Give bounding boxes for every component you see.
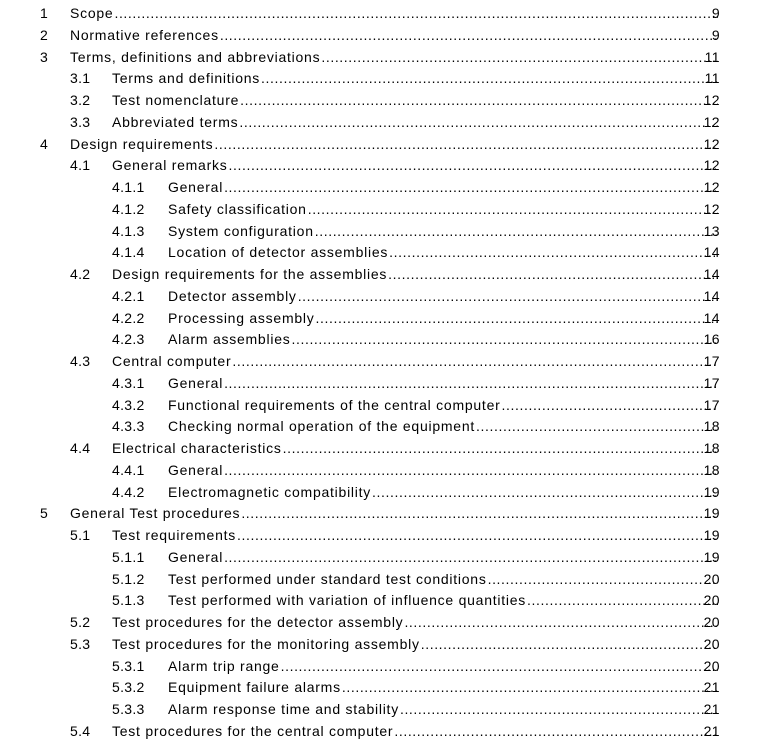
- toc-entry[interactable]: [0, 221, 757, 243]
- toc-dot-leader: [298, 286, 718, 308]
- toc-entry-number: 3.2: [70, 92, 91, 108]
- toc-entry-page-number: 17: [703, 374, 720, 391]
- toc-entry-leader: [168, 416, 718, 438]
- toc-entry-title: Detector assembly: [168, 287, 297, 304]
- toc-entry-title: Terms and definitions: [112, 70, 261, 87]
- toc-entry-leader: [168, 547, 718, 569]
- toc-entry-number: 5.3.2: [112, 679, 145, 696]
- toc-entry-title: Test procedures for the central computer: [112, 722, 394, 739]
- toc-entry-title: Test procedures for the detector assembly: [112, 614, 404, 630]
- toc-entry-leader: [168, 395, 718, 417]
- toc-entry-leader: [112, 612, 718, 634]
- toc-entry-page-number: 14: [703, 266, 720, 282]
- toc-dot-leader: [404, 612, 718, 634]
- toc-entry-number: 4.4: [70, 440, 91, 456]
- toc-entry[interactable]: [0, 634, 757, 656]
- toc-entry-leader: [168, 199, 718, 221]
- toc-entry-page-number: 11: [704, 48, 720, 65]
- toc-entry-page-number: 12: [703, 113, 720, 130]
- toc-dot-leader: [527, 590, 718, 612]
- toc-entry-leader: [168, 242, 718, 264]
- toc-entry-number: 4.2.2: [112, 309, 145, 326]
- toc-dot-leader: [308, 199, 718, 221]
- toc-dot-leader: [291, 329, 718, 351]
- toc-entry-leader: [168, 590, 718, 612]
- toc-dot-leader: [315, 221, 718, 243]
- toc-entry-page-number: 18: [703, 440, 720, 456]
- toc-dot-leader: [283, 438, 718, 460]
- toc-entry-leader: [112, 68, 718, 90]
- toc-entry[interactable]: [0, 547, 757, 569]
- toc-entry-leader: [168, 373, 718, 395]
- toc-entry-number: 5.3.1: [112, 657, 145, 674]
- toc-entry[interactable]: [0, 199, 757, 221]
- toc-entry-leader: [112, 90, 718, 112]
- toc-entry-page-number: 14: [703, 309, 720, 326]
- toc-entry-number: 3.1: [70, 70, 91, 87]
- toc-entry-leader: [168, 286, 718, 308]
- toc-dot-leader: [321, 47, 718, 69]
- toc-entry[interactable]: [0, 612, 757, 634]
- toc-entry-number: 4.1.1: [112, 179, 145, 195]
- toc-entry-title: Design requirements: [70, 135, 214, 152]
- toc-entry-title: Safety classification: [168, 200, 307, 217]
- toc-entry-leader: [112, 525, 718, 547]
- toc-entry-number: 4.3.3: [112, 418, 145, 435]
- toc-dot-leader: [394, 721, 718, 743]
- toc-entry-leader: [112, 634, 718, 656]
- toc-dot-leader: [224, 460, 718, 482]
- toc-entry-title: Scope: [70, 5, 114, 21]
- toc-entry-number: 4.1.2: [112, 200, 145, 217]
- toc-entry-number: 4.4.1: [112, 461, 145, 478]
- toc-entry-page-number: 19: [703, 548, 720, 565]
- toc-entry-number: 1: [40, 5, 49, 21]
- toc-entry-leader: [70, 25, 718, 47]
- toc-entry-number: 4.1.4: [112, 244, 145, 261]
- toc-entry[interactable]: [0, 503, 757, 525]
- toc-entry[interactable]: [0, 438, 757, 460]
- toc-entry-title: Alarm assemblies: [168, 331, 291, 348]
- toc-entry-leader: [168, 656, 718, 678]
- toc-entry-number: 4.2.3: [112, 331, 145, 348]
- toc-entry-leader: [168, 482, 718, 504]
- toc-entry-page-number: 19: [703, 483, 720, 500]
- toc-dot-leader: [237, 525, 718, 547]
- toc-entry-page-number: 12: [703, 200, 720, 217]
- toc-entry-leader: [70, 47, 718, 69]
- toc-entry[interactable]: [0, 699, 757, 721]
- toc-entry-page-number: 12: [703, 135, 720, 152]
- toc-entry-number: 4.3.1: [112, 374, 145, 391]
- toc-entry-title: General: [168, 461, 224, 478]
- toc-entry-title: Location of detector assemblies: [168, 244, 389, 261]
- toc-dot-leader: [488, 569, 718, 591]
- toc-entry-leader: [168, 699, 718, 721]
- toc-entry-page-number: 21: [703, 722, 720, 739]
- toc-entry-page-number: 12: [703, 179, 720, 195]
- toc-dot-leader: [342, 677, 718, 699]
- toc-dot-leader: [114, 3, 718, 25]
- toc-dot-leader: [476, 416, 718, 438]
- toc-entry-page-number: 11: [704, 70, 720, 87]
- toc-entry[interactable]: [0, 264, 757, 286]
- toc-entry-page-number: 20: [703, 635, 720, 652]
- toc-entry-page-number: 12: [703, 157, 720, 174]
- toc-entry-number: 5.1: [70, 527, 91, 543]
- toc-entry[interactable]: [0, 525, 757, 547]
- toc-entry-number: 4: [40, 135, 49, 152]
- toc-entry[interactable]: [0, 416, 757, 438]
- toc-entry-title: Abbreviated terms: [112, 113, 239, 130]
- toc-dot-leader: [229, 155, 718, 177]
- toc-entry[interactable]: [0, 395, 757, 417]
- toc-dot-leader: [239, 112, 718, 134]
- toc-entry[interactable]: [0, 656, 757, 678]
- toc-entry-title: Electromagnetic compatibility: [168, 483, 372, 500]
- toc-entry-number: 4.3.2: [112, 396, 145, 413]
- toc-entry[interactable]: [0, 242, 757, 264]
- toc-dot-leader: [389, 242, 718, 264]
- toc-entry-number: 4.1: [70, 157, 91, 174]
- toc-entry-title: Processing assembly: [168, 309, 315, 326]
- toc-entry-title: Test nomenclature: [112, 92, 240, 108]
- toc-entry-title: General remarks: [112, 157, 228, 174]
- toc-entry[interactable]: [0, 177, 757, 199]
- toc-entry-page-number: 17: [703, 353, 720, 369]
- toc-entry-page-number: 20: [703, 592, 720, 609]
- toc-entry-title: General: [168, 548, 224, 565]
- toc-entry-title: Alarm response time and stability: [168, 701, 399, 717]
- toc-entry-leader: [70, 503, 718, 525]
- toc-entry-title: Alarm trip range: [168, 657, 280, 674]
- toc-entry-title: Equipment failure alarms: [168, 679, 341, 696]
- toc-dot-leader: [220, 25, 718, 47]
- toc-entry[interactable]: [0, 373, 757, 395]
- toc-entry[interactable]: [0, 460, 757, 482]
- toc-entry-number: 5: [40, 505, 49, 522]
- toc-entry-number: 3.3: [70, 113, 91, 130]
- toc-entry-title: Terms, definitions and abbreviations: [70, 48, 321, 65]
- toc-entry-page-number: 21: [703, 701, 720, 717]
- toc-entry-page-number: 19: [703, 527, 720, 543]
- toc-dot-leader: [240, 90, 718, 112]
- toc-entry-title: Central computer: [112, 353, 232, 369]
- toc-entry[interactable]: [0, 482, 757, 504]
- toc-entry-title: Normative references: [70, 26, 219, 43]
- toc-dot-leader: [232, 351, 718, 373]
- toc-dot-leader: [316, 308, 718, 330]
- toc-entry-leader: [112, 264, 718, 286]
- toc-entry[interactable]: [0, 25, 757, 47]
- toc-entry-number: 2: [40, 26, 49, 43]
- toc-dot-leader: [502, 395, 718, 417]
- toc-entry-number: 4.4.2: [112, 483, 145, 500]
- toc-entry-title: Test requirements: [112, 527, 237, 543]
- toc-entry-number: 4.3: [70, 353, 91, 369]
- toc-entry-page-number: 14: [703, 287, 720, 304]
- toc-entry-page-number: 17: [703, 396, 720, 413]
- toc-entry-page-number: 14: [703, 244, 720, 261]
- toc-entry-leader: [70, 134, 718, 156]
- toc-entry-title: Test procedures for the monitoring assembly: [112, 635, 420, 652]
- toc-dot-leader: [388, 264, 718, 286]
- toc-dot-leader: [224, 373, 718, 395]
- toc-entry-page-number: 20: [703, 657, 720, 674]
- toc-entry-page-number: 18: [703, 461, 720, 478]
- toc-entry-number: 5.1.2: [112, 570, 145, 587]
- toc-entry-leader: [70, 3, 718, 25]
- toc-entry-page-number: 21: [703, 679, 720, 696]
- toc-entry-leader: [168, 308, 718, 330]
- toc-entry[interactable]: [0, 590, 757, 612]
- toc-entry-title: Functional requirements of the central computer: [168, 396, 501, 413]
- toc-entry-title: Electrical characteristics: [112, 440, 282, 456]
- toc-entry[interactable]: [0, 329, 757, 351]
- toc-entry-page-number: 16: [703, 331, 720, 348]
- toc-entry-leader: [112, 721, 718, 743]
- toc-entry-title: General: [168, 179, 224, 195]
- toc-entry-number: 5.3.3: [112, 701, 145, 717]
- toc-dot-leader: [224, 547, 718, 569]
- toc-dot-leader: [214, 134, 718, 156]
- toc-dot-leader: [241, 503, 718, 525]
- toc-entry[interactable]: [0, 90, 757, 112]
- toc-entry-page-number: 18: [703, 418, 720, 435]
- toc-entry[interactable]: [0, 351, 757, 373]
- toc-entry-title: Design requirements for the assemblies: [112, 266, 388, 282]
- toc-entry-title: General: [168, 374, 224, 391]
- toc-dot-leader: [281, 656, 718, 678]
- toc-entry[interactable]: [0, 308, 757, 330]
- toc-entry-page-number: 12: [703, 92, 720, 108]
- toc-entry-page-number: 13: [703, 222, 720, 239]
- toc-entry[interactable]: [0, 677, 757, 699]
- toc-entry-number: 5.4: [70, 722, 91, 739]
- toc-entry[interactable]: [0, 721, 757, 743]
- toc-entry-leader: [168, 329, 718, 351]
- toc-dot-leader: [421, 634, 718, 656]
- toc-entry-leader: [112, 155, 718, 177]
- toc-entry-number: 4.1.3: [112, 222, 145, 239]
- toc-entry[interactable]: [0, 569, 757, 591]
- toc-entry-page-number: 20: [703, 614, 720, 630]
- toc-dot-leader: [372, 482, 718, 504]
- toc-entry-title: General Test procedures: [70, 505, 241, 522]
- toc-dot-leader: [400, 699, 718, 721]
- toc-entry[interactable]: [0, 286, 757, 308]
- toc-entry-title: Test performed with variation of influence quantities: [168, 592, 527, 609]
- toc-entry-leader: [112, 438, 718, 460]
- toc-entry-number: 4.2: [70, 266, 91, 282]
- toc-entry-number: 4.2.1: [112, 287, 145, 304]
- toc-entry-number: 5.1.3: [112, 592, 145, 609]
- toc-entry-number: 5.1.1: [112, 548, 145, 565]
- toc-entry-leader: [168, 677, 718, 699]
- toc-entry-number: 5.3: [70, 635, 91, 652]
- toc-entry[interactable]: [0, 68, 757, 90]
- toc-entry-leader: [168, 569, 718, 591]
- toc-entry-leader: [168, 460, 718, 482]
- toc-entry-title: System configuration: [168, 222, 314, 239]
- toc-entry[interactable]: [0, 134, 757, 156]
- toc-entry[interactable]: [0, 112, 757, 134]
- toc-entry-leader: [112, 351, 718, 373]
- toc-entry-page-number: 9: [711, 5, 720, 21]
- toc-entry-title: Checking normal operation of the equipment: [168, 418, 476, 435]
- table-of-contents: [0, 3, 757, 743]
- toc-entry-leader: [112, 112, 718, 134]
- toc-entry-leader: [168, 221, 718, 243]
- toc-dot-leader: [261, 68, 718, 90]
- toc-entry-leader: [168, 177, 718, 199]
- toc-entry-number: 3: [40, 48, 49, 65]
- toc-dot-leader: [224, 177, 718, 199]
- toc-entry[interactable]: [0, 155, 757, 177]
- toc-entry[interactable]: [0, 3, 757, 25]
- toc-entry-page-number: 20: [703, 570, 720, 587]
- toc-entry-page-number: 19: [703, 505, 720, 522]
- toc-entry-title: Test performed under standard test conditions: [168, 570, 487, 587]
- toc-entry-number: 5.2: [70, 614, 91, 630]
- toc-entry[interactable]: [0, 47, 757, 69]
- toc-entry-page-number: 9: [711, 26, 720, 43]
